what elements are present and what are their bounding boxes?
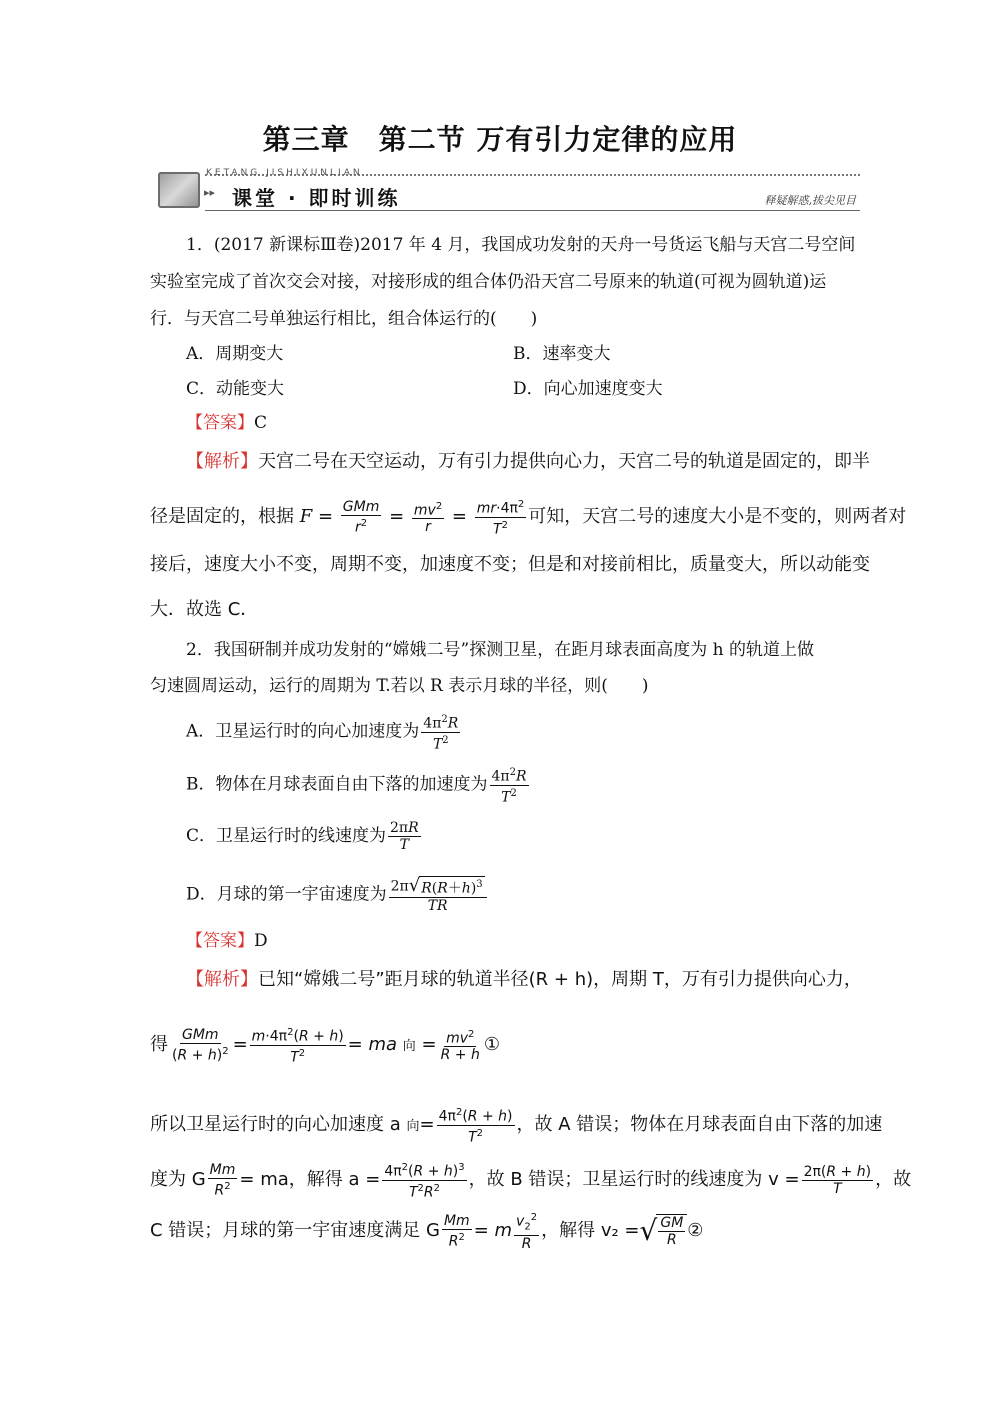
analysis-tag: 【解析】 xyxy=(186,451,258,472)
q2-analysis-line1: 【解析】已知“嫦娥二号”距月球的轨道半径(R + h)，周期 T，万有引力提供向心力， xyxy=(186,969,862,990)
q2-option-c: C．卫星运行时的线速度为 $\frac{2\pi R}{T}$ xyxy=(186,820,419,853)
q1-line2: 实验室完成了首次交会对接，对接形成的组合体仍沿天宫二号原来的轨道(可视为圆轨道)运 xyxy=(150,272,827,292)
q2-answer: 【答案】D xyxy=(186,931,268,951)
q2-line2: 匀速圆周运动，运行的周期为 T.若以 R 表示月球的半径，则( ) xyxy=(150,676,649,696)
q1-analysis-line3: 接后，速度大小不变，周期不变，加速度不变；但是和对接前相比，质量变大，所以动能变 xyxy=(150,554,870,575)
answer-value: C xyxy=(254,413,268,433)
q2-line1: 2．我国研制并成功发射的“嫦娥二号”探测卫星，在距月球表面高度为 h 的轨道上做 xyxy=(186,640,814,660)
formula-frac: $\frac{\text{GMm}}{r^2}$ xyxy=(342,498,380,536)
banner-pinyin: KETANG JISHIXUNLIAN xyxy=(206,168,363,178)
q2-option-d: D．月球的第一宇宙速度为 2π √ $R(R+h)^3$ TR xyxy=(186,876,886,914)
q2-analysis-line3: 所以卫星运行时的向心加速度 a 向= $\frac{4\pi^2(R + h)}{T^2}$ ，故 A 错误；物体在月球表面自由下落的加速 xyxy=(150,1107,883,1146)
q1-option-a: A．周期变大 xyxy=(186,344,284,364)
banner-slogan: 释疑解惑,拔尖见目 xyxy=(764,194,856,207)
q1-answer xyxy=(186,413,886,433)
q1-analysis-line4: 大．故选 C． xyxy=(150,599,259,620)
q1-option-b: B．速率变大 xyxy=(513,344,611,364)
q2-analysis-line4: 度为 G $\frac{Mm}{R^2}$ = ma，解得 a = $\frac{4\pi^2(R + h)^3}{T^2R^2}$ ，故 B 错误；卫星运行时的线速度为 v = $\frac{2\pi(R + h)}{T}$ ，故 xyxy=(150,1161,912,1201)
answer-tag: 【答案】 xyxy=(186,413,254,433)
q1-line3: 行．与天宫二号单独运行相比，组合体运行的( ) xyxy=(150,309,538,329)
q2-option-a: A．卫星运行时的向心加速度为 $\frac{4\pi^2R}{T^2}$ xyxy=(186,714,459,753)
page-title: 第三章 第二节 万有引力定律的应用 xyxy=(262,123,738,156)
section-banner xyxy=(150,168,860,214)
q1-option-d: D．向心加速度变大 xyxy=(513,379,663,399)
q1-line1: 1．(2017 新课标Ⅲ卷)2017 年 4 月，我国成功发射的天舟一号货运飞船与天宫二号空间 xyxy=(186,235,856,255)
banner-label: 课堂 · 即时训练 xyxy=(232,186,401,210)
q2-analysis-line2: 得 $\frac{\text{GMm}}{(R + h)^2}$ = $\frac{m\cdot 4\pi^2(R + h)}{T^2}$ = ma 向 = $\frac{mv^2}{R + h}$ ① xyxy=(150,1026,500,1066)
arrow-icon: ▸▸ xyxy=(204,186,216,199)
q1-analysis-line2: 径是固定的，根据 F = $\frac{\text{GMm}}{r^2}$ = $\frac{mv^2}{r}$ = $\frac{mr\cdot 4\pi^2}{T^2}$ 可知，天宫二号的速度大小是不变的，则两者对 xyxy=(150,498,907,538)
q1-analysis-line1: 【解析】天宫二号在天空运动，万有引力提供向心力，天宫二号的轨道是固定的，即半 xyxy=(186,451,870,472)
q2-option-b: B．物体在月球表面自由下落的加速度为 $\frac{4\pi^2R}{T^2}$ xyxy=(186,767,527,806)
q2-analysis-line5: C 错误；月球的第一宇宙速度满足 G $\frac{Mm}{R^2}$ = m $\frac{v_2^2}{R}$ ，解得 v₂ = √ $\frac{GM}{R}$ ② xyxy=(150,1212,704,1253)
book-logo-icon xyxy=(158,172,200,208)
q1-option-c: C．动能变大 xyxy=(186,379,285,399)
